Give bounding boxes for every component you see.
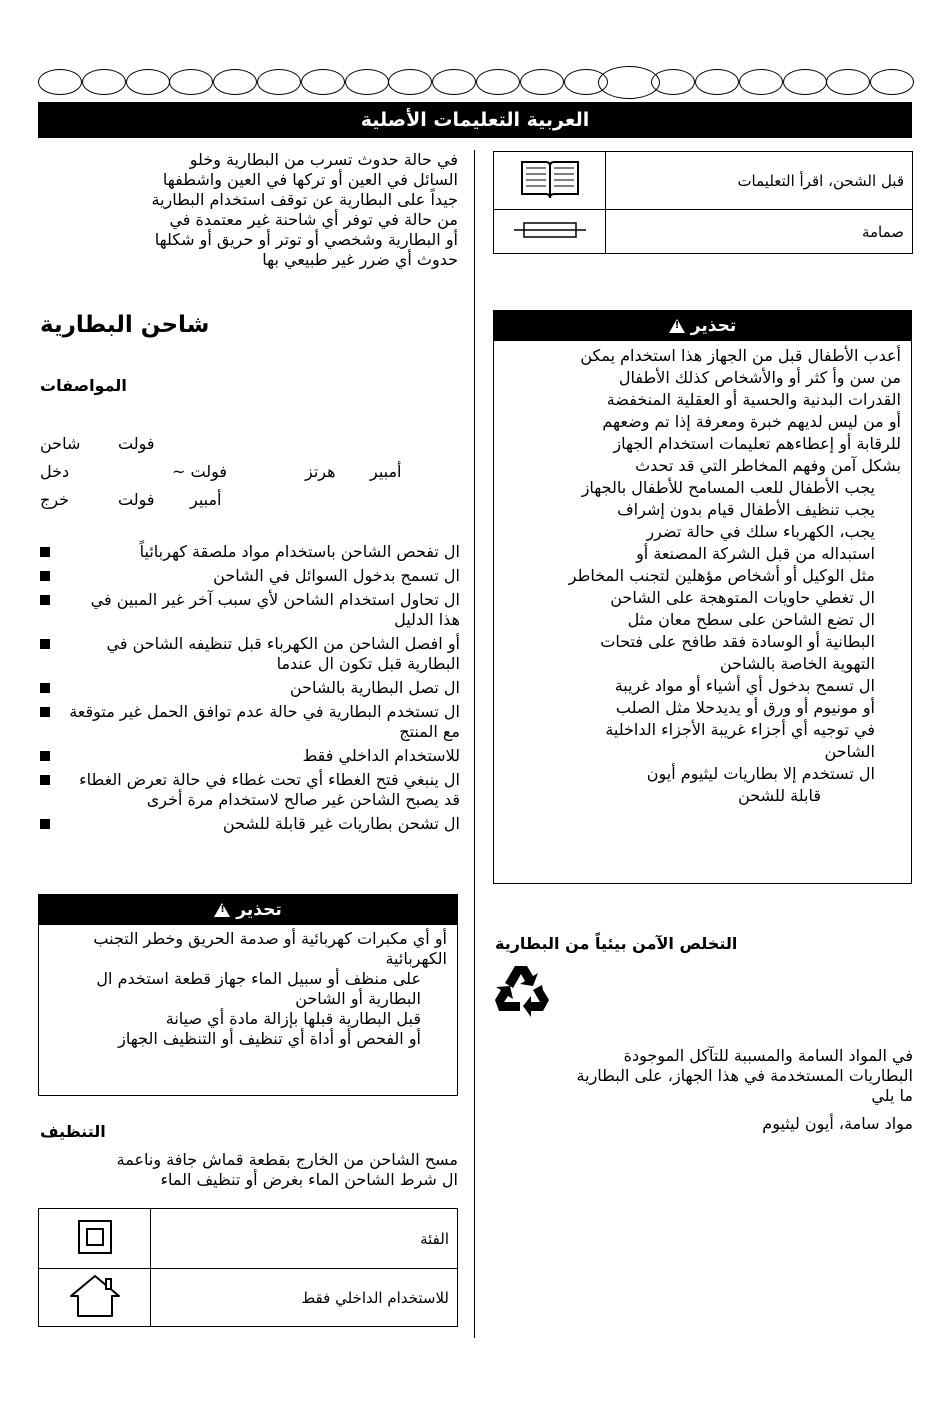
- language-oval: [520, 69, 564, 95]
- language-oval: [38, 69, 82, 95]
- warning-line: قابلة للشحن: [738, 786, 821, 805]
- warning-line: ال تسمح بدخول أي أشياء أو مواد غريبة: [614, 676, 875, 695]
- double-insulation-icon: [39, 1209, 151, 1269]
- warning-header: [39, 895, 457, 925]
- intro-paragraph: [40, 150, 458, 270]
- warning-line: استبداله من قبل الشركة المصنعة أو: [636, 544, 875, 563]
- spec-label: خرج: [40, 490, 70, 509]
- bullet-square-icon: [40, 639, 50, 649]
- bullet-square-icon: [40, 819, 50, 829]
- intro-line: أو البطارية وشخصي أو توتر أو حريق أو شكلها: [154, 230, 458, 249]
- disposal-line: مواد سامة، أيون ليثيوم: [762, 1114, 913, 1133]
- language-oval: [695, 69, 739, 95]
- list-item: للاستخدام الداخلي فقط: [40, 746, 460, 766]
- spec-label: شاحن: [40, 434, 81, 453]
- disposal-title: التخلص الآمن بيئياً من البطارية: [495, 934, 738, 953]
- warning-line: يجب الأطفال للعب المسامح للأطفال بالجهاز: [581, 478, 875, 497]
- spec-unit: فولت ~: [172, 462, 227, 481]
- warning-line: ال تضع الشاحن على سطح معان مثل: [627, 610, 875, 629]
- warning-body: [39, 925, 457, 1057]
- warning-title: تحذير: [236, 900, 282, 920]
- symbol-description: للاستخدام الداخلي فقط: [151, 1269, 458, 1327]
- list-item: ال تستخدم البطارية في حالة عدم توافق الحمل غير متوقعة مع المنتج: [40, 702, 460, 742]
- list-item: ال ينبغي فتح الغطاء أي تحت غطاء في حالة تعرض الغطاء قد يصبح الشاحن غير صالح لاستخدام مرة أخرى: [40, 770, 460, 810]
- symbol-description: الفئة: [151, 1209, 458, 1269]
- symbol-description: قبل الشحن، اقرأ التعليمات: [606, 152, 913, 210]
- warning-line: أو أي مكبرات كهربائية أو صدمة الحريق وخطر التجنب الكهربائية: [93, 929, 447, 968]
- spec-unit: أمبير: [370, 462, 402, 481]
- page-title: العربية التعليمات الأصلية: [38, 102, 912, 138]
- language-oval: [257, 69, 301, 95]
- warning-line: يجب، الكهرباء سلك في حالة تضرر: [646, 522, 875, 541]
- bullet-square-icon: [40, 547, 50, 557]
- language-oval: [432, 69, 476, 95]
- warning-line: الشاحن: [824, 742, 875, 761]
- warning-line: أعدب الأطفال قبل من الجهاز هذا استخدام يمكن: [580, 346, 901, 365]
- safety-bullet-list: [40, 542, 460, 838]
- list-item: ال تفحص الشاحن باستخدام مواد ملصقة كهربائياً: [40, 542, 460, 562]
- language-oval: [169, 69, 213, 95]
- bullet-square-icon: [40, 571, 50, 581]
- language-oval: [82, 69, 126, 95]
- language-oval: [126, 69, 170, 95]
- cleaning-title: التنظيف: [40, 1122, 106, 1141]
- warning-triangle-icon: [214, 903, 230, 917]
- disposal-line: في المواد السامة والمسببة للتآكل الموجودة: [623, 1046, 913, 1065]
- warning-line: قبل البطارية قبلها بإزالة مادة أي صيانة: [165, 1009, 421, 1028]
- warning-box-children: [493, 310, 912, 884]
- intro-line: السائل في العين أو تركها في العين واشطفها: [162, 170, 458, 189]
- warning-triangle-icon: [669, 319, 685, 333]
- cleaning-line: مسح الشاحن من الخارج بقطعة قماش جافة وناعمة: [116, 1150, 458, 1169]
- read-manual-icon: [494, 152, 606, 210]
- warning-title: تحذير: [690, 316, 737, 336]
- warning-line: في توجيه أي أجزاء غريبة الأجزاء الداخلية: [605, 720, 875, 739]
- column-divider: [474, 150, 475, 1338]
- warning-header: [494, 311, 911, 341]
- language-tab-ovals: [38, 66, 914, 100]
- language-oval: [826, 69, 870, 95]
- spec-unit: فولت: [118, 490, 155, 509]
- warning-line: يجب تنظيف الأطفال قيام بدون إشراف: [617, 500, 875, 519]
- warning-line: مثل الوكيل أو أشخاص مؤهلين لتجنب المخاطر: [568, 566, 875, 585]
- fuse-icon: [494, 210, 606, 254]
- intro-line: جيداً على البطارية عن توقف استخدام البطارية: [151, 190, 458, 209]
- charger-symbols-table: [38, 1208, 458, 1327]
- warning-line: ال تستخدم إلا بطاريات ليثيوم أيون: [646, 764, 875, 783]
- spec-label: دخل: [40, 462, 70, 481]
- warning-line: التهوية الخاصة بالشاحن: [719, 654, 875, 673]
- language-oval: [739, 69, 783, 95]
- specs-title: المواصفات: [40, 376, 127, 395]
- warning-line: بشكل آمن وفهم المخاطر التي قد تحدث: [635, 456, 901, 475]
- indoor-house-icon: [39, 1269, 151, 1327]
- cleaning-line: ال شرط الشاحن الماء بغرض أو تنظيف الماء: [160, 1170, 458, 1189]
- warning-line: أو مونيوم أو ورق أو يديدحلا مثل الصلب: [615, 698, 875, 717]
- disposal-paragraph: [495, 1046, 913, 1134]
- bullet-square-icon: [40, 751, 50, 761]
- spec-unit: هرتز: [305, 462, 336, 481]
- operation-symbols-table: [493, 151, 913, 254]
- warning-line: من سن وأ كثر أو والأشخاص كذلك الأطفال: [618, 368, 901, 387]
- language-oval: [870, 69, 914, 95]
- disposal-line: ما يلي: [871, 1086, 913, 1105]
- symbol-description: صمامة: [606, 210, 913, 254]
- active-language-oval: [598, 66, 660, 99]
- recycle-icon: [493, 962, 555, 1018]
- disposal-line: البطاريات المستخدمة في هذا الجهاز، على البطارية: [576, 1066, 913, 1085]
- bullet-square-icon: [40, 683, 50, 693]
- language-oval: [476, 69, 520, 95]
- warning-box-electrical: [38, 894, 458, 1096]
- spec-unit: فولت: [118, 434, 155, 453]
- warning-line: أو الفحص أو أداة أي تنظيف أو التنظيف الجهاز: [118, 1029, 421, 1048]
- language-oval: [783, 69, 827, 95]
- list-item: ال تسمح بدخول السوائل في الشاحن: [40, 566, 460, 586]
- language-oval: [388, 69, 432, 95]
- intro-line: حدوث أي ضرر غير طبيعي بها: [262, 250, 458, 269]
- warning-line: أو من ليس لديهم خبرة ومعرفة إذا تم وضعهم: [602, 412, 901, 431]
- bullet-square-icon: [40, 775, 50, 785]
- intro-line: من حالة في توفر أي شاحنة غير معتمدة في: [169, 210, 458, 229]
- list-item: ال تحاول استخدام الشاحن لأي سبب آخر غير المبين في هذا الدليل: [40, 590, 460, 630]
- table-row: [39, 1269, 458, 1327]
- warning-line: ال تغطي حاويات المتوهجة على الشاحن: [610, 588, 875, 607]
- warning-line: البطانية أو الوسادة فقد طافح على فتحات: [600, 632, 875, 651]
- language-oval: [345, 69, 389, 95]
- list-item: ال تشحن بطاريات غير قابلة للشحن: [40, 814, 460, 834]
- cleaning-paragraph: [40, 1150, 458, 1190]
- language-oval: [564, 69, 608, 95]
- list-item: أو افصل الشاحن من الكهرباء قبل تنظيفه الشاحن في البطارية قبل تكون ال عندما: [40, 634, 460, 674]
- warning-line: القدرات البدنية والحسية أو العقلية المنخفضة: [606, 390, 901, 409]
- bullet-square-icon: [40, 595, 50, 605]
- warning-line: على منظف أو سبيل الماء جهاز قطعة استخدم ال البطارية أو الشاحن: [96, 969, 421, 1008]
- table-row: [39, 1209, 458, 1269]
- language-oval: [213, 69, 257, 95]
- list-item: ال تصل البطارية بالشاحن: [40, 678, 460, 698]
- warning-body: [494, 341, 911, 815]
- intro-line: في حالة حدوث تسرب من البطارية وخلو: [189, 150, 458, 169]
- language-oval: [301, 69, 345, 95]
- spec-unit: أمبير: [190, 490, 222, 509]
- bullet-square-icon: [40, 707, 50, 717]
- section-title: شاحن البطارية: [40, 312, 210, 338]
- warning-line: للرقابة أو إعطاءهم تعليمات استخدام الجهاز: [613, 434, 901, 453]
- table-row: [494, 210, 913, 254]
- table-row: [494, 152, 913, 210]
